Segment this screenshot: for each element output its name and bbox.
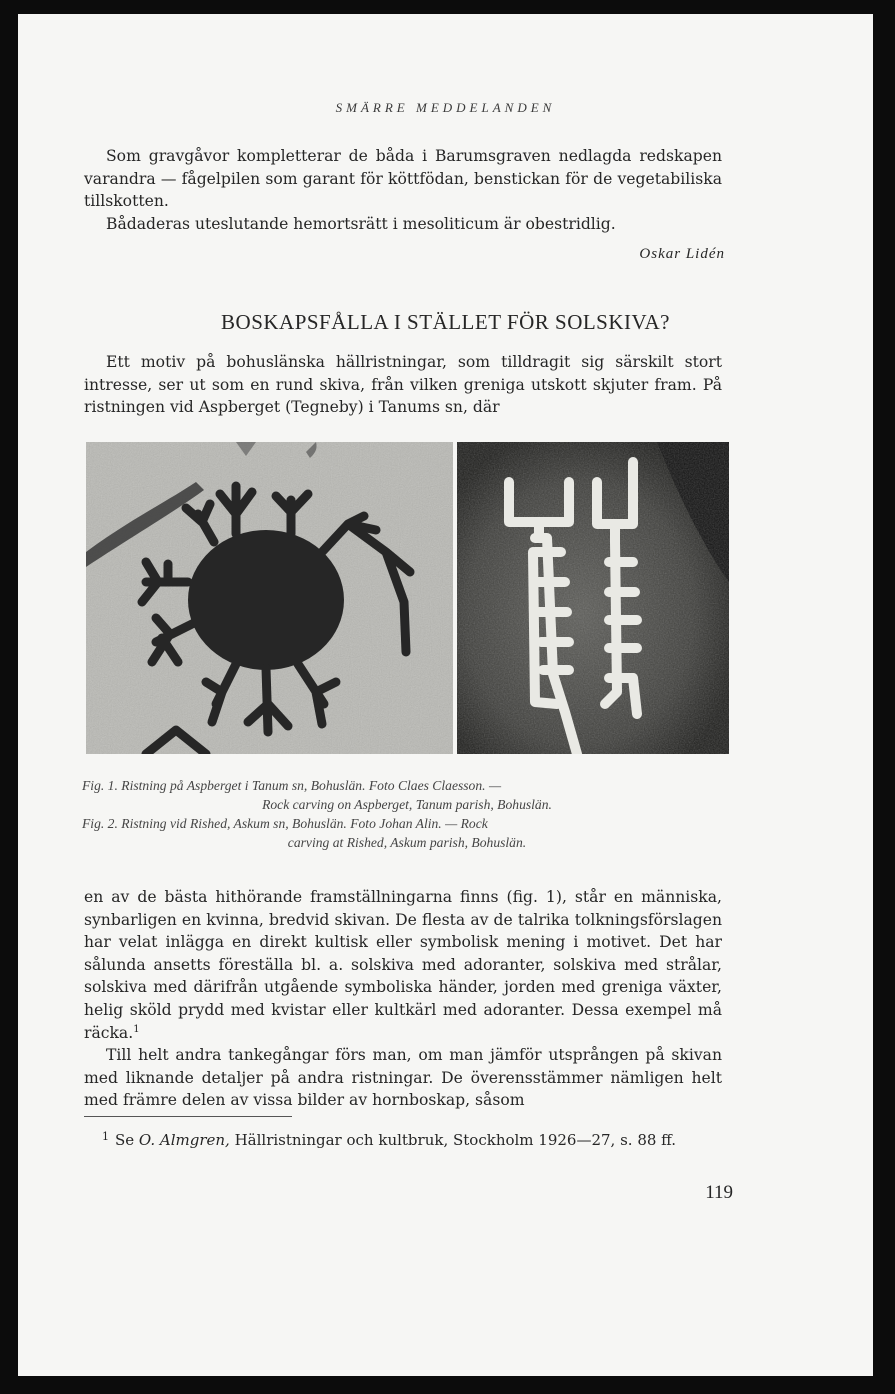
intro-paragraph-1: Som gravgåvor kompletterar de båda i Barumsgraven nedlagda redskapen varandra — fågelpilen som garant för köttfödan, benstickan för de vegetabiliska tillskotten. — [84, 147, 722, 211]
figure-2-photo — [457, 442, 729, 754]
figure-1-photo — [86, 442, 453, 754]
running-head: SMÄRRE MEDDELANDEN — [335, 100, 556, 115]
figure-1-caption: Fig. 1. Ristning på Aspberget i Tanum sn, Bohuslän. Foto Claes Claesson. — — [82, 778, 502, 793]
intro-section — [84, 145, 722, 235]
article-paragraph-2 — [84, 886, 722, 1044]
document-page — [18, 14, 873, 1376]
article-paragraph-3: Till helt andra tankegångar förs man, om man jämför utsprången på skivan med liknande detaljer på andra ristningar. De överensstämmer nämligen helt med främre delen av vissa bilder av hornboskap, såsom — [84, 1046, 722, 1110]
footnote-reference: 1 — [133, 1023, 140, 1035]
footnote-rule — [84, 1116, 292, 1117]
figure-1-caption-english: Rock carving on Aspberget, Tanum parish, Bohuslän. — [262, 797, 552, 812]
figure-plates — [86, 442, 729, 754]
footnote-number: 1 — [102, 1130, 109, 1143]
article-body — [84, 886, 722, 1112]
article-paragraph-1: Ett motiv på bohuslänska hällristningar, som tilldragit sig särskilt stort intresse, ser ut som en rund skiva, från vilken greniga utskott skjuter fram. På ristningen vid Aspberget (Tegneby) i Tanums sn, där — [84, 353, 722, 417]
footnote — [84, 1126, 724, 1151]
author-signature: Oskar Lidén — [639, 246, 725, 262]
figure-2-caption-english: carving at Rished, Askum parish, Bohuslän. — [287, 835, 527, 850]
rock-carving-disc-image — [86, 442, 453, 754]
page-number: 119 — [705, 1182, 733, 1203]
rock-carving-figures-image — [457, 442, 729, 754]
footnote-text: Hällristningar och kultbruk, Stockholm 1926—27, s. 88 ff. — [229, 1131, 677, 1149]
footnote-author: O. Almgren, — [138, 1131, 230, 1149]
article-paragraph-1-block — [84, 351, 722, 419]
figure-captions — [82, 776, 732, 852]
intro-paragraph-2: Bådaderas uteslutande hemortsrätt i mesoliticum är obestridlig. — [106, 214, 616, 233]
article-title: BOSKAPSFÅLLA I STÄLLET FÖR SOLSKIVA? — [221, 310, 670, 334]
article-paragraph-2-text: en av de bästa hithörande framställningarna finns (fig. 1), står en människa, synbarligen en kvinna, bredvid skivan. De flesta av de talrika tolkningsförslagen har velat inlägga en direkt kultisk eller symbolisk mening i motivet. Det har sålunda ansetts föreställa bl. a. solskiva med adoranter, solskiva med strålar, solskiva med därifrån utgående symboliska händer, jorden med greniga växter, helig sköld prydd med kvistar eller kultkärl med adoranter. Dessa exempel må räcka. — [84, 888, 722, 1042]
footnote-prefix: Se — [115, 1131, 139, 1149]
figure-2-caption: Fig. 2. Ristning vid Rished, Askum sn, Bohuslän. Foto Johan Alin. — Rock — [82, 816, 488, 831]
